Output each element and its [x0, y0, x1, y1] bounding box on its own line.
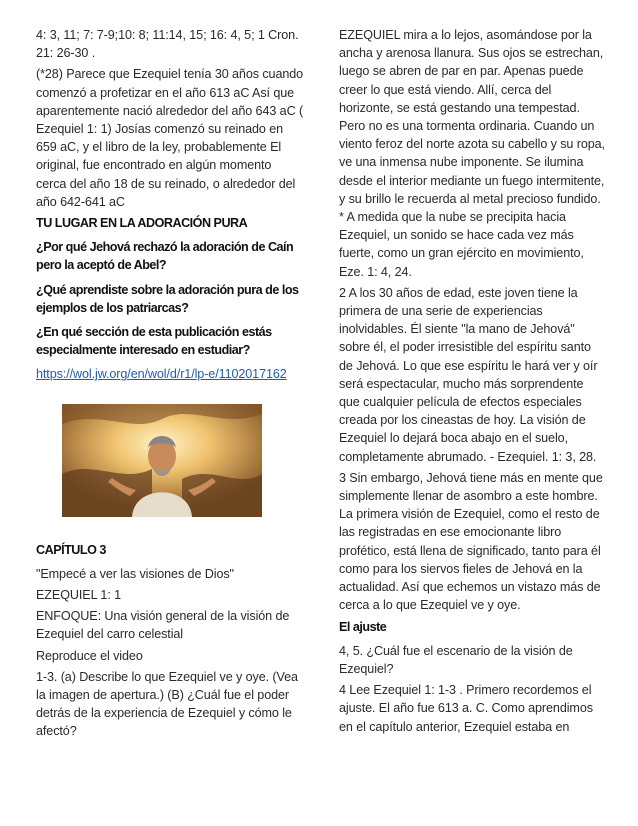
- section-heading: TU LUGAR EN LA ADORACIÓN PURA: [36, 216, 248, 231]
- section-heading-setting: El ajuste: [339, 619, 387, 634]
- question-4-5: 4, 5. ¿Cuál fue el escenario de la visión de Ezequiel?: [339, 643, 573, 676]
- paragraph-3: 3 Sin embargo, Jehová tiene más en mente que simplemente llenar de asombro a este hombre. La primera visión de Ezequiel, como el resto de las registradas en ese emocionante libro profético, está llena de significado, tanto para él como para los siervos fieles de Jehová en la actualidad. Así que echemos un vistazo más de cerca a lo que Ezequiel ve y oye.: [339, 470, 603, 613]
- reference-text: 4: 3, 11; 7: 7-9;10: 8; 11:14, 15; 16: 4, 5; 1 Cron. 21: 26-30 .: [36, 28, 299, 61]
- chapter-title: CAPÍTULO 3: [36, 542, 106, 557]
- right-column: [339, 26, 607, 739]
- wol-link[interactable]: [36, 365, 304, 383]
- paragraph-2: 2 A los 30 años de edad, este joven tiene la primera de una serie de experiencias inolvidables. Él siente "la mano de Jehová" sobre él, el poder irresistible del espíritu santo de Jehová. Lo que ese espíritu le hará ver y oír será espectacular, mucho más sorprendente que cualquier película de efectos especiales creada por los cineastas de hoy. La visión de Ezequiel lo dejará boca abajo en el suelo, completamente abrumado. - Ezequiel. 1: 3, 28.: [339, 285, 598, 464]
- wol-link-anchor[interactable]: https://wol.jw.org/en/wol/d/r1/lp-e/1102017162: [36, 367, 287, 382]
- video-text: Reproduce el video: [36, 648, 143, 663]
- chapter-reference: EZEQUIEL 1: 1: [36, 588, 122, 603]
- question-1-3: 1-3. (a) Describe lo que Ezequiel ve y oye. (Vea la imagen de apertura.) (B) ¿Cuál fue el poder detrás de la experiencia de Ezequiel y cómo le afectó?: [36, 669, 298, 739]
- paragraph-1: EZEQUIEL mira a lo lejos, asomándose por la ancha y arenosa llanura. Sus ojos se estrechan, luego se abren de par en par. Apenas puede creer lo que está viendo. Allí, cerca del horizonte, se está gestando una tempestad. Pero no es una tormenta ordinaria. Cuando un viento feroz del norte azota su cabello y su ropa, ve una inmensa nube imponente. Se ilumina desde el interior mediante un fuego intermitente, y su brillo le recuerda al metal precioso fundido. * A medida que la nube se precipita hacia Ezequiel, un sonido se hace cada vez más fuerte, como un gran ejército en movimiento, Eze. 1: 4, 24.: [339, 28, 605, 279]
- ezekiel-vision-image: [62, 404, 262, 517]
- chapter-subtitle: "Empecé a ver las visiones de Dios": [36, 566, 234, 581]
- review-question-3: ¿En qué sección de esta publicación estás especialmente interesado en estudiar?: [36, 325, 272, 358]
- left-column: [36, 26, 304, 744]
- review-question-2: ¿Qué aprendiste sobre la adoración pura de los ejemplos de los patriarcas?: [36, 282, 299, 315]
- footnote-paragraph: (*28) Parece que Ezequiel tenía 30 años cuando comenzó a profetizar en el año 613 aC Así que aparentemente nació alrededor del año 643 aC ( Ezequiel 1: 1) Josías comenzó su reinado en 659 aC, y el libro de la ley, probablemente El original, fue encontrado en algún momento cerca del año 18 de su reinado, o alrededor del año 642-641 aC: [36, 67, 304, 209]
- focus-text: ENFOQUE: Una visión general de la visión de Ezequiel del carro celestial: [36, 609, 290, 642]
- review-question-1: ¿Por qué Jehová rechazó la adoración de Caín pero la aceptó de Abel?: [36, 240, 294, 273]
- ezekiel-illustration: [62, 404, 262, 517]
- paragraph-4: 4 Lee Ezequiel 1: 1-3 . Primero recordemos el ajuste. El año fue 613 a. C. Como aprendimos en el capítulo anterior, Ezequiel estaba en: [339, 683, 593, 734]
